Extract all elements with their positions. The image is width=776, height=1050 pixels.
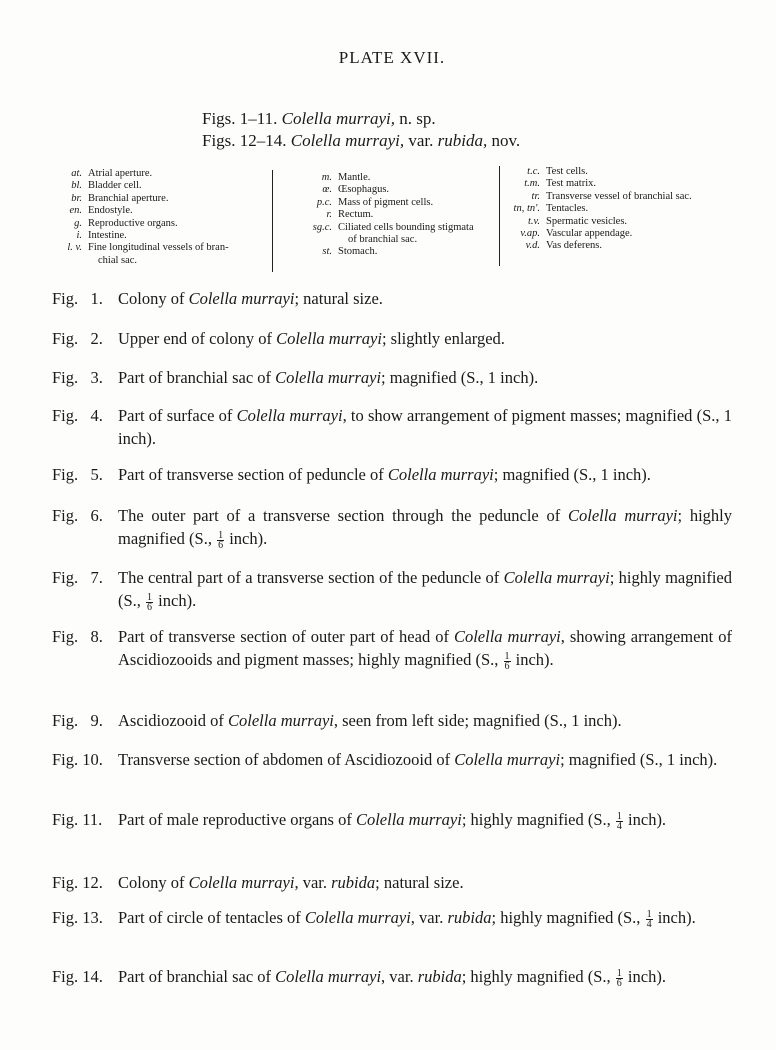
legend-abbreviation: at. [71, 168, 82, 179]
legend-description: Bladder cell. [88, 180, 142, 192]
legend-description: chial sac. [98, 254, 138, 266]
legend-entry [38, 168, 270, 180]
legend-abbreviation: i. [76, 230, 82, 242]
plate-subtitles [202, 108, 520, 152]
fraction: $\frac{1}{6}$ [616, 967, 622, 989]
legend-abbreviation: t.m. [524, 178, 540, 190]
legend-abbreviation: en. [69, 205, 82, 217]
figure-label: Fig. 4. [52, 406, 103, 425]
figure-caption [52, 709, 732, 732]
figure-label: Fig. 14. [52, 967, 103, 986]
figure-caption [52, 366, 732, 389]
figure-description: The outer part of a transverse section through the peduncle of Colella murrayi; highly magnified (S., $\frac{1}{6}$ inch). [118, 506, 733, 551]
figure-description: Colony of Colella murrayi; natural size. [118, 289, 383, 308]
figure-description: The central part of a transverse section of the peduncle of Colella murrayi; highly magnified (S., $\frac{1}{6}$ inch). [118, 568, 732, 613]
figure-description: Part of surface of Colella murrayi, to show arrangement of pigment masses; magnified (S., 1 inch). [118, 406, 733, 448]
figure-description: Part of transverse section of outer part of head of Colella murrayi, showing arrangement of Ascidiozooids and pigment masses; highly magnified (S., $\frac{1}{6}$ inch). [118, 627, 733, 672]
legend-column-2 [282, 172, 498, 259]
legend-description: Stomach. [338, 246, 378, 258]
figure-caption [52, 871, 732, 894]
fraction: $\frac{1}{4}$ [616, 810, 622, 832]
figure-caption [52, 625, 732, 671]
figure-description: Ascidiozooid of Colella murrayi, seen from left side; magnified (S., 1 inch). [118, 711, 622, 730]
figure-caption [52, 748, 732, 771]
figure-label: Fig. 6. [52, 506, 103, 525]
figure-label: Fig. 10. [52, 750, 103, 769]
subtitle-prefix: Figs. 1–11. [202, 109, 282, 128]
subtitle-suffix: var. [404, 131, 438, 150]
legend-entry [282, 234, 498, 246]
legend-description: Tentacles. [546, 203, 589, 215]
legend-abbreviation: r. [326, 209, 332, 221]
figure-description: Part of transverse section of peduncle of Colella murrayi; magnified (S., 1 inch). [118, 465, 651, 484]
legend-abbreviation: œ. [322, 184, 332, 196]
legend-entry [282, 197, 498, 209]
legend-entry [38, 242, 270, 254]
legend-entry [502, 166, 742, 178]
figure-caption [52, 965, 732, 988]
legend-description: of branchial sac. [348, 234, 418, 246]
figure-description: Colony of Colella murrayi, var. rubida; natural size. [118, 873, 464, 892]
figure-label: Fig. 5. [52, 465, 103, 484]
legend-description: Test cells. [546, 166, 588, 177]
legend-description: Fine longitudinal vessels of bran- [88, 242, 229, 254]
legend-description: Mass of pigment cells. [338, 196, 434, 208]
legend-entry [502, 240, 742, 252]
legend-abbreviation: v.d. [525, 240, 540, 252]
figure-description: Part of branchial sac of Colella murrayi, var. rubida; highly magnified (S., $\frac{1}{6}$ inch). [118, 967, 666, 989]
legend-column-3 [502, 166, 742, 253]
plate-title: PLATE XVII. [338, 48, 446, 67]
figure-caption [52, 463, 732, 486]
legend-description: Œsophagus. [338, 184, 390, 196]
legend-divider [272, 170, 273, 272]
legend-abbreviation: st. [322, 246, 332, 258]
figure-label: Fig. 8. [52, 627, 103, 646]
legend-entry [282, 172, 498, 184]
figure-label: Fig. 3. [52, 368, 103, 387]
legend-abbreviation: t.v. [527, 215, 540, 227]
legend-abbreviation: m. [321, 172, 332, 183]
fraction: $\frac{1}{4}$ [646, 908, 652, 930]
fraction: $\frac{1}{6}$ [504, 650, 510, 672]
figure-caption [52, 566, 732, 612]
legend-entry [38, 193, 270, 205]
legend-abbreviation [38, 255, 88, 267]
legend-description: Intestine. [88, 230, 127, 242]
legend-entry [502, 216, 742, 228]
legend-description: Spermatic vesicles. [546, 215, 628, 227]
legend-abbreviation: p.c. [316, 196, 332, 208]
legend-abbreviation [282, 234, 338, 246]
legend-abbreviation: bl. [71, 180, 82, 192]
legend-description: Vascular appendage. [546, 228, 633, 240]
legend-entry [502, 178, 742, 190]
legend-description: Reproductive organs. [88, 217, 178, 229]
figure-caption [52, 287, 732, 310]
legend-description: Rectum. [338, 209, 374, 221]
legend-entry [502, 191, 742, 203]
figure-label: Fig. 11. [52, 810, 103, 829]
legend-column-1 [38, 168, 270, 267]
legend-entry [282, 184, 498, 196]
figure-description: Part of branchial sac of Colella murrayi; magnified (S., 1 inch). [118, 368, 539, 387]
fraction: $\frac{1}{6}$ [218, 529, 224, 551]
legend-abbreviation: sg.c. [312, 221, 332, 233]
legend-abbreviation: tn, tn'. [513, 203, 540, 215]
legend-entry [38, 180, 270, 192]
subtitle-line [202, 130, 520, 152]
figure-label: Fig. 7. [52, 568, 103, 587]
legend-description: Atrial aperture. [88, 168, 153, 179]
legend-abbreviation: l. v. [67, 242, 82, 254]
legend-entry [38, 230, 270, 242]
legend-entry [282, 222, 498, 234]
legend-entry [38, 255, 270, 267]
legend-description: Mantle. [338, 172, 371, 183]
subtitle-species: Colella murrayi, [281, 109, 396, 128]
legend-entry [38, 205, 270, 217]
legend-divider [499, 166, 500, 266]
legend-abbreviation: v.ap. [520, 228, 540, 240]
subtitle-prefix: Figs. 12–14. [202, 131, 291, 150]
figure-label: Fig. 12. [52, 873, 103, 892]
figure-description: Part of circle of tentacles of Colella murrayi, var. rubida; highly magnified (S., $\frac{1}{4}$ inch). [118, 908, 696, 930]
subtitle-species: Colella murrayi, [290, 131, 405, 150]
legend-entry [502, 203, 742, 215]
subtitle-variety: rubida, [437, 131, 488, 150]
figure-description: Part of male reproductive organs of Colella murrayi; highly magnified (S., $\frac{1}{4}$ inch). [118, 810, 667, 832]
legend-description: Transverse vessel of branchial sac. [546, 190, 692, 202]
legend-entry [38, 218, 270, 230]
figure-label: Fig. 2. [52, 329, 103, 348]
figure-description: Transverse section of abdomen of Ascidiozooid of Colella murrayi; magnified (S., 1 inch). [118, 750, 718, 769]
figure-caption [52, 808, 732, 831]
subtitle-suffix: n. sp. [395, 109, 436, 128]
legend-description: Ciliated cells bounding stigmata [338, 221, 474, 233]
legend-entry [282, 209, 498, 221]
legend-abbreviation: br. [71, 192, 82, 204]
legend-description: Endostyle. [88, 205, 133, 217]
legend-entry [282, 246, 498, 258]
legend-description: Test matrix. [546, 178, 597, 190]
fraction: $\frac{1}{6}$ [147, 591, 153, 613]
figure-label: Fig. 1. [52, 289, 103, 308]
legend-abbreviation: tr. [531, 190, 540, 202]
figure-caption [52, 327, 732, 350]
figure-caption [52, 504, 732, 550]
legend-abbreviation: t.c. [527, 166, 540, 177]
legend-entry [502, 228, 742, 240]
legend-description: Branchial aperture. [88, 192, 169, 204]
legend-description: Vas deferens. [546, 240, 602, 252]
figure-label: Fig. 9. [52, 711, 103, 730]
subtitle-suffix: nov. [487, 131, 521, 150]
figure-caption [52, 404, 732, 450]
figure-label: Fig. 13. [52, 908, 103, 927]
figure-description: Upper end of colony of Colella murrayi; slightly enlarged. [118, 329, 505, 348]
legend-abbreviation: g. [74, 217, 82, 229]
figure-caption [52, 906, 732, 929]
subtitle-line [202, 108, 520, 130]
